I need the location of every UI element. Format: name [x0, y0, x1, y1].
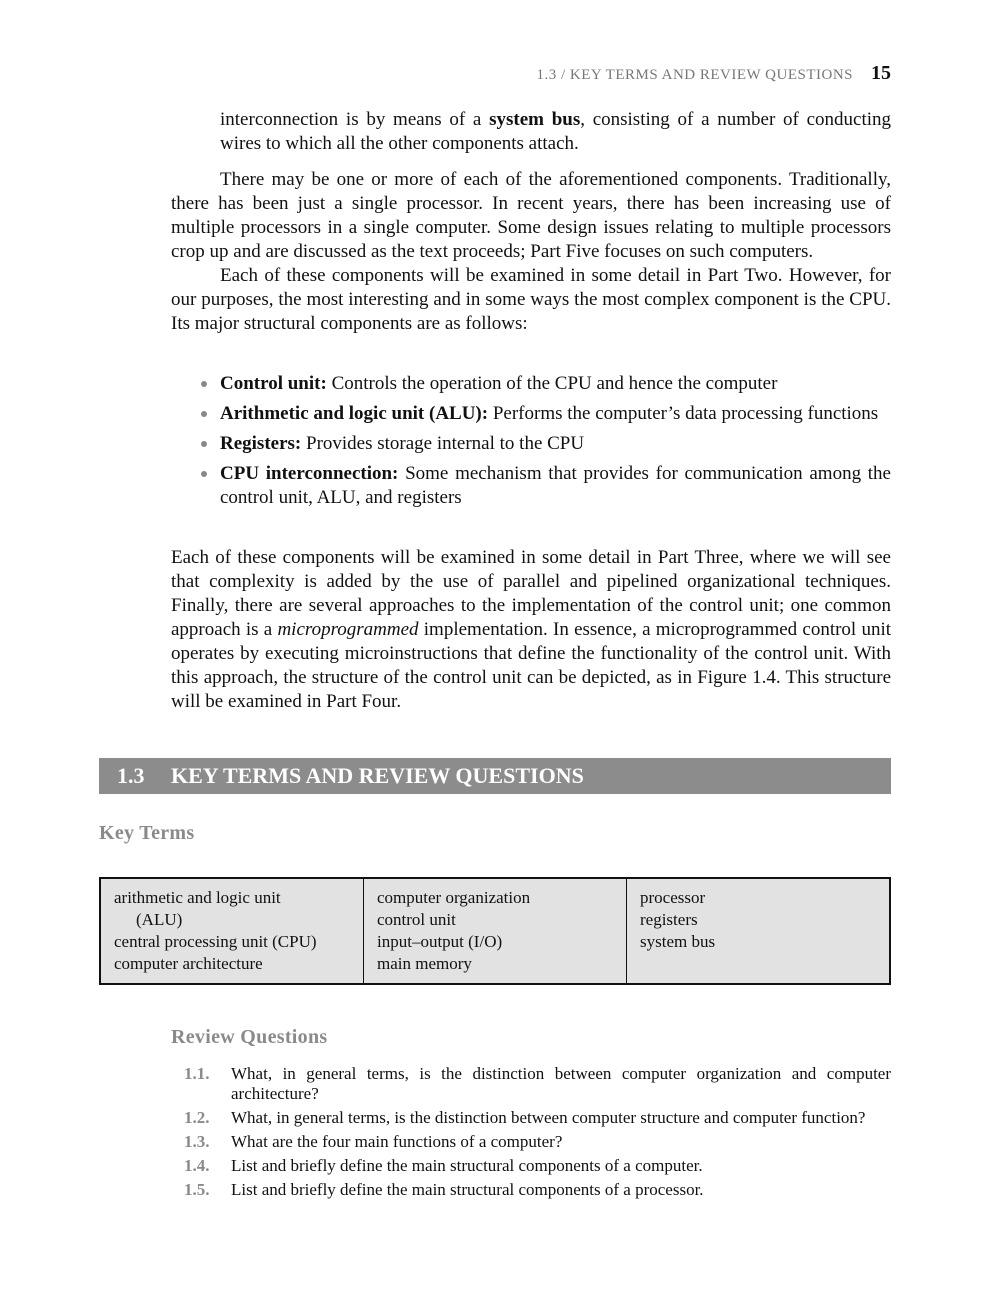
cpu-component-item [171, 372, 891, 396]
review-question [171, 1180, 891, 1200]
component-description: Some mechanism that provides for communication among the control unit, ALU, and registers [220, 463, 891, 508]
key-terms-column-2 [364, 879, 627, 983]
key-terms-box [99, 877, 891, 985]
paragraph-continued [220, 108, 891, 156]
question-text: List and briefly define the main structural components of a processor. [231, 1180, 704, 1199]
question-number: 1.5. [184, 1180, 210, 1199]
paragraph-text: implementation. In essence, a microprogrammed control unit operates by executing microinstructions that define the functionality of the control unit. With this approach, the structure of the control unit can be depicted, as in Figure 1.4. This structure will be examined in Part Four. [171, 619, 892, 712]
question-text: What are the four main functions of a computer? [231, 1132, 563, 1151]
review-questions-heading: Review Questions [171, 1026, 328, 1048]
key-term: system bus [640, 932, 716, 951]
key-term: (ALU) [136, 910, 183, 929]
cpu-component-item [171, 462, 891, 510]
section-title: KEY TERMS AND REVIEW QUESTIONS [171, 763, 584, 788]
paragraph-text: interconnection is by means of a [220, 109, 490, 130]
key-term: input–output (I/O) [377, 932, 503, 951]
component-term: CPU interconnection: [220, 463, 399, 484]
italic-term: microprogrammed [277, 619, 419, 640]
review-questions-list [171, 1064, 891, 1204]
paragraph-text: Each of these components will be examined in some detail in Part Three, where we will see that complexity is added by the use of parallel and pipelined organizational techniques. Finally, there are several approaches to the implementation of the control unit; one common approach is a [171, 547, 891, 640]
cpu-component-item [171, 432, 891, 456]
component-term: Control unit: [220, 373, 327, 394]
question-number: 1.4. [184, 1156, 210, 1175]
key-term: computer architecture [114, 954, 263, 973]
paragraph-text: , consisting of a number of conducting wires to which all the other components attach. [220, 109, 891, 154]
question-number: 1.2. [184, 1108, 210, 1127]
paragraph-processors: There may be one or more of each of the aforementioned components. Traditionally, there has been just a single processor. In recent years, there has been increasing use of multiple processors in a single computer. Some design issues relating to multiple processors crop up and are discussed as the text proceeds; Part Five focuses on such computers. [171, 169, 891, 262]
key-term: central processing unit (CPU) [114, 932, 317, 951]
cpu-component-item [171, 402, 891, 426]
key-term: registers [640, 910, 698, 929]
component-term: Arithmetic and logic unit (ALU): [220, 403, 489, 424]
running-head [537, 62, 891, 85]
component-description: Controls the operation of the CPU and hence the computer [326, 373, 778, 394]
bullet-icon [201, 411, 207, 417]
key-term: control unit [377, 910, 456, 929]
paragraph-components: Each of these components will be examined in some detail in Part Two. However, for our purposes, the most interesting and in some ways the most complex component is the CPU. Its major structural components are as follows: [171, 265, 891, 334]
review-question [171, 1132, 891, 1152]
key-terms-column-3 [627, 879, 889, 983]
question-text: What, in general terms, is the distinction between computer organization and computer architecture? [231, 1064, 891, 1103]
question-text: List and briefly define the main structural components of a computer. [231, 1156, 703, 1175]
body-block [171, 168, 891, 336]
key-term: main memory [377, 954, 472, 973]
section-number: 1.3 [117, 763, 145, 788]
review-question [171, 1064, 891, 1104]
question-text: What, in general terms, is the distinction between computer structure and computer function? [231, 1108, 866, 1127]
component-term: Registers: [220, 433, 302, 454]
key-term: computer organization [377, 888, 531, 907]
bullet-icon [201, 381, 207, 387]
key-term: processor [640, 888, 706, 907]
running-head-title: 1.3 / KEY TERMS AND REVIEW QUESTIONS [536, 67, 853, 83]
paragraph-part-three [171, 546, 891, 714]
key-terms-heading: Key Terms [99, 822, 195, 844]
bullet-icon [201, 471, 207, 477]
review-question [171, 1108, 891, 1128]
section-heading [99, 758, 891, 794]
question-number: 1.3. [184, 1132, 210, 1151]
component-description: Provides storage internal to the CPU [301, 433, 585, 454]
bullet-icon [201, 441, 207, 447]
cpu-components-list [171, 372, 891, 516]
key-term: arithmetic and logic unit [114, 888, 281, 907]
question-number: 1.1. [184, 1064, 210, 1083]
key-terms-column-1 [101, 879, 364, 983]
bold-term: system bus [489, 109, 581, 130]
review-question [171, 1156, 891, 1176]
page-number: 15 [871, 62, 891, 84]
component-description: Performs the computer’s data processing functions [488, 403, 879, 424]
